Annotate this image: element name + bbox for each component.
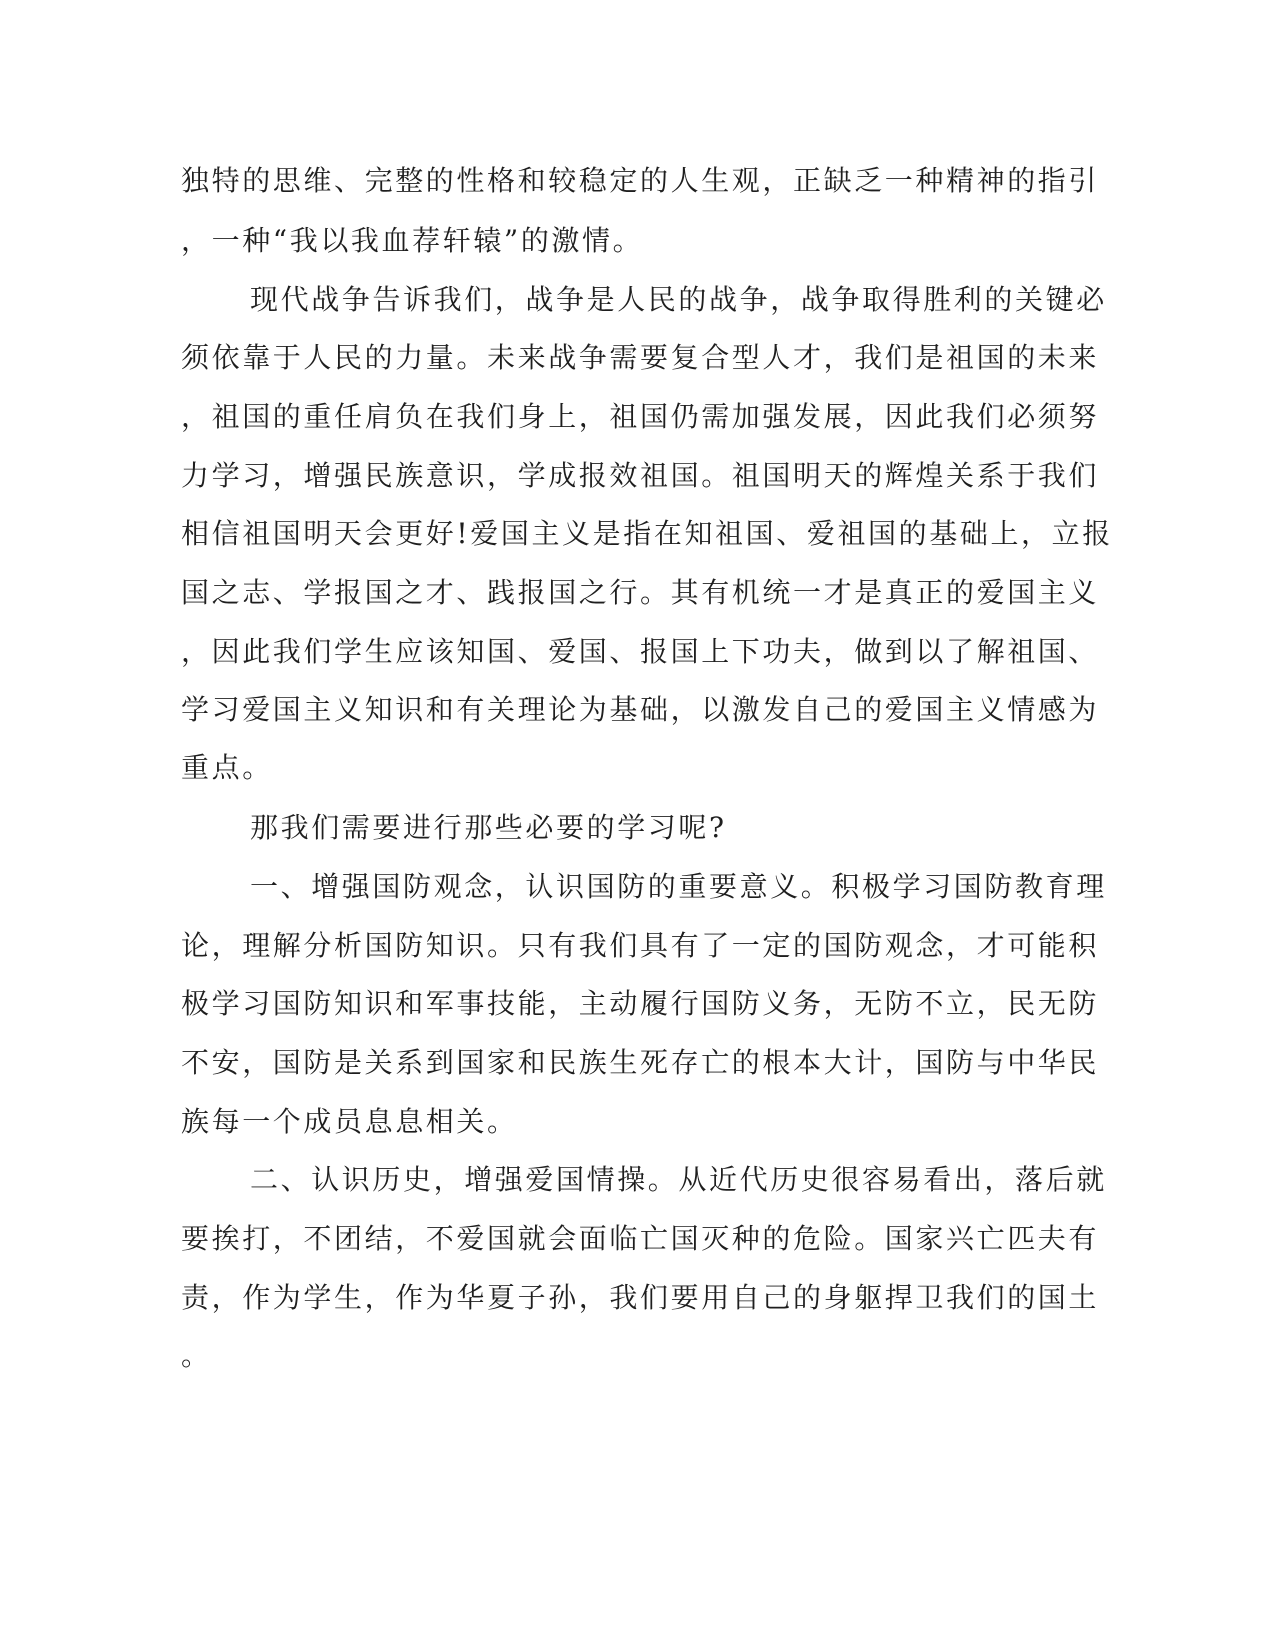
text-line: 独特的思维、完整的性格和较稳定的人生观，正缺乏一种精神的指引 — [181, 164, 1100, 197]
text-line: 论，理解分析国防知识。只有我们具有了一定的国防观念，才可能积 — [181, 929, 1100, 962]
text-line: 学习爱国主义知识和有关理论为基础，以激发自己的爱国主义情感为 — [181, 693, 1100, 726]
text-line: 现代战争告诉我们，战争是人民的战争，战争取得胜利的关键必 — [250, 283, 1107, 316]
text-line: ，祖国的重任肩负在我们身上，祖国仍需加强发展，因此我们必须努 — [181, 400, 1100, 433]
text-line: 族每一个成员息息相关。 — [181, 1105, 518, 1138]
text-line: 重点。 — [181, 751, 273, 784]
text-line: 极学习国防知识和军事技能，主动履行国防义务，无防不立，民无防 — [181, 987, 1100, 1020]
text-line: 相信祖国明天会更好!爱国主义是指在知祖国、爱祖国的基础上，立报 — [181, 517, 1113, 550]
text-line: 。 — [181, 1339, 212, 1372]
text-line: 要挨打，不团结，不爱国就会面临亡国灭种的危险。国家兴亡匹夫有 — [181, 1222, 1100, 1255]
text-line: ，一种“我以我血荐轩辕”的激情。 — [181, 224, 644, 257]
text-line: 不安，国防是关系到国家和民族生死存亡的根本大计，国防与中华民 — [181, 1046, 1100, 1079]
text-line: 那我们需要进行那些必要的学习呢? — [250, 811, 727, 844]
text-line: 力学习，增强民族意识，学成报效祖国。祖国明天的辉煌关系于我们 — [181, 459, 1100, 492]
text-line: 二、认识历史，增强爱国情操。从近代历史很容易看出，落后就 — [250, 1163, 1107, 1196]
text-line: 责，作为学生，作为华夏子孙，我们要用自己的身躯捍卫我们的国土 — [181, 1281, 1100, 1314]
text-line: ，因此我们学生应该知国、爱国、报国上下功夫，做到以了解祖国、 — [181, 635, 1100, 668]
text-line: 国之志、学报国之才、践报国之行。其有机统一才是真正的爱国主义 — [181, 576, 1100, 609]
text-line: 须依靠于人民的力量。未来战争需要复合型人才，我们是祖国的未来 — [181, 341, 1100, 374]
text-line: 一、增强国防观念，认识国防的重要意义。积极学习国防教育理 — [250, 870, 1107, 903]
